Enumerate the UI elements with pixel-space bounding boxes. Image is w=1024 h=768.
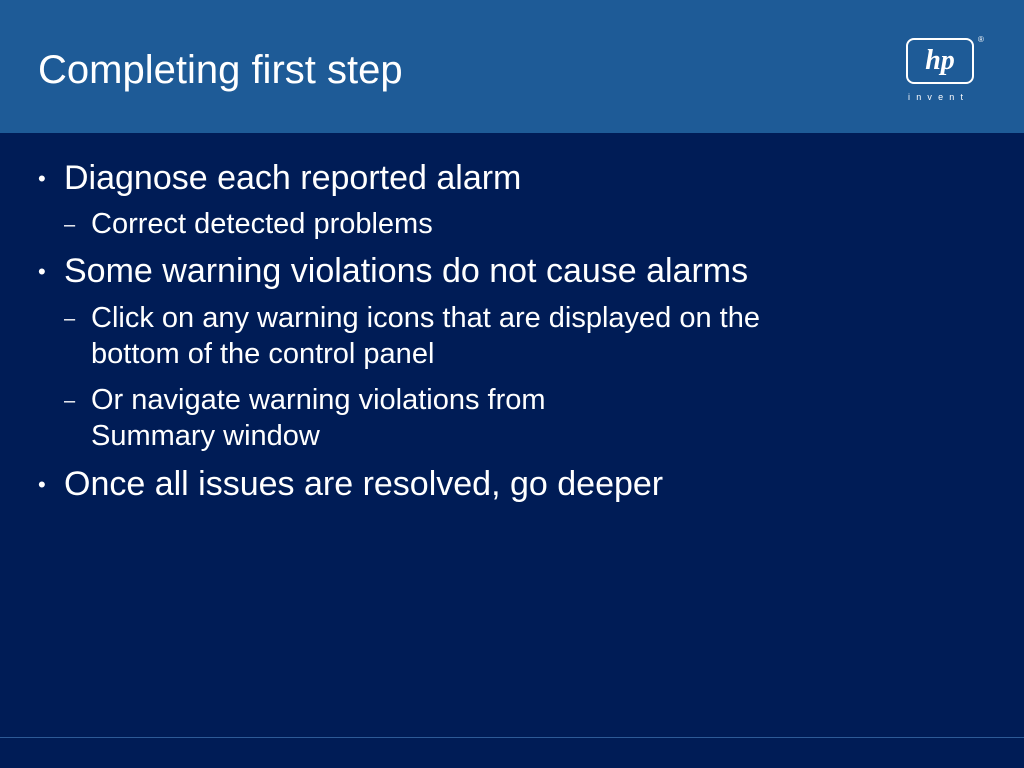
- hp-mark-text: hp: [925, 45, 955, 76]
- sub-bullet-text-line2: bottom of the control panel: [91, 338, 435, 370]
- sub-bullet-item: [64, 300, 760, 336]
- sub-bullet-continuation: [91, 418, 320, 454]
- sub-bullet-item: [64, 206, 433, 242]
- bullet-marker: •: [38, 472, 46, 497]
- sub-bullet-marker: –: [64, 390, 76, 412]
- bullet-text: Some warning violations do not cause alarms: [64, 252, 749, 290]
- sub-bullet-text-line1: Or navigate warning violations from: [91, 384, 546, 416]
- bullet-item: [38, 158, 522, 198]
- sub-bullet-text-line2: Summary window: [91, 420, 320, 452]
- hp-mark-graphic: [908, 40, 972, 82]
- bullet-marker: •: [38, 166, 46, 191]
- bullet-text: Diagnose each reported alarm: [64, 159, 522, 197]
- bullet-marker: •: [38, 259, 46, 284]
- bullet-item: [38, 251, 749, 291]
- hp-logo-icon: [906, 38, 974, 84]
- sub-bullet-continuation: [91, 336, 434, 372]
- bullet-text: Once all issues are resolved, go deeper: [64, 465, 664, 503]
- sub-bullet-text-line1: Click on any warning icons that are displayed on the: [91, 302, 760, 334]
- registered-mark: ®: [978, 35, 984, 44]
- slide-title: Completing first step: [38, 48, 403, 92]
- sub-bullet-marker: –: [64, 214, 76, 236]
- bullet-item: [38, 464, 664, 504]
- hp-logo: [906, 35, 984, 108]
- sub-bullet-item: [64, 382, 546, 418]
- title-bar: [0, 0, 1024, 133]
- footer-divider: [0, 737, 1024, 738]
- logo-tagline: invent: [908, 92, 970, 102]
- sub-bullet-marker: –: [64, 308, 76, 330]
- sub-bullet-text: Correct detected problems: [91, 208, 433, 240]
